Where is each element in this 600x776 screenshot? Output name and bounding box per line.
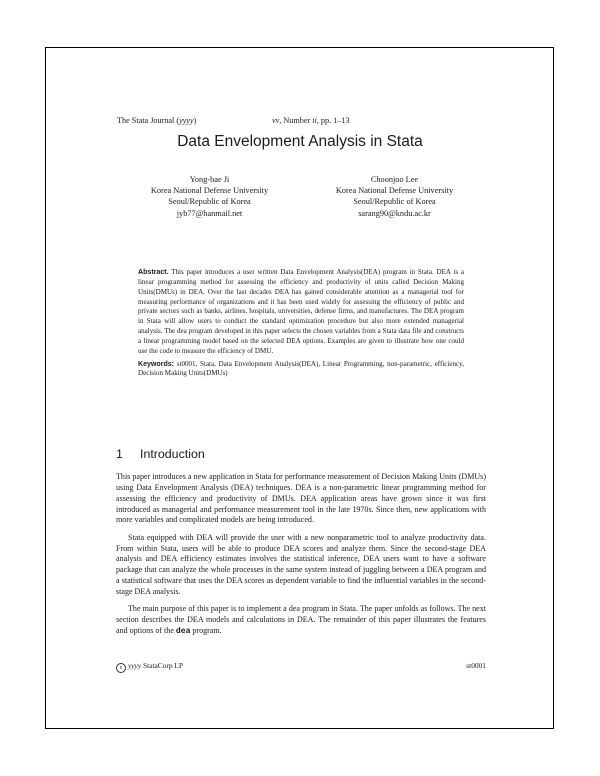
- author-email: jyb77@hanmail.net: [176, 208, 243, 218]
- code-dea: dea: [175, 626, 191, 636]
- section-title: Introduction: [140, 447, 205, 461]
- copyright: c yyyy StataCorp LP: [116, 661, 183, 673]
- article-code: st0001: [466, 661, 486, 670]
- author-affiliation: Korea National Defense University: [335, 186, 454, 196]
- author-affiliation: Korea National Defense University: [150, 186, 269, 196]
- section-heading: [116, 446, 486, 462]
- author-location: Seoul/Republic of Korea: [353, 197, 436, 207]
- paragraph: The main purpose of this paper is to implement a dea program in Stata. The paper unfolds as follows. The next section describes the DEA models and calculations in DEA. The remainder of this paper illustrates the features and options of the dea program.: [116, 604, 486, 636]
- abstract-body: [138, 268, 464, 357]
- journal-volume: vv, Number ii, pp. 1–13: [272, 116, 350, 125]
- journal-name: The Stata Journal (yyyy): [117, 116, 197, 125]
- section-body: [116, 472, 486, 644]
- abstract-label: Abstract.: [138, 269, 169, 276]
- abstract-text: This paper introduces a user written Data Envelopment Analysis(DEA) program in Stata. DEA is a linear programming method for assessing the efficiency and productivity of units called Decision Making Units(DMUs) in DEA. Over the last decades DEA has gained considerable attention as a managerial tool for measuring performance of organizations and it has been used widely for assessing the efficiency of public and private sectors such as banks, airlines, hospitals, universities, defense firms, and manufactures. The DEA program in Stata will allow users to conduct the standard optimization procedure but also more extended managerial analysis. The dea program developed in this paper selects the chosen variables from a Stata data file and constructs a linear programming model based on the selected DEA options. Examples are given to illustrate how one could use the code to measure the efficiency of DMU.: [138, 268, 464, 355]
- author-1: [117, 174, 302, 219]
- copyright-icon: c: [116, 663, 126, 673]
- keywords-text: st0001, Stata, Data Envelopment Analysis(DEA), Linear Programming, non-parametric, efficiency, Decision Making Units(DMUs): [138, 359, 464, 378]
- author-name: Yong-bae Ji: [189, 175, 230, 184]
- abstract: [138, 268, 464, 379]
- author-location: Seoul/Republic of Korea: [168, 197, 251, 207]
- paragraph: This paper introduces a new application in Stata for performance measurement of Decision Making Units (DMUs) using Data Envelopment Analysis (DEA) techniques. DEA is a non-parametric linear programming method for assessing the efficiency and productivity of DMUs. DEA application areas have grown since it was first introduced as managerial and performance measurement tool in the late 1970s. Since then, new applications with more variables and complicated models are being introduced.: [116, 472, 486, 525]
- author-2: [302, 174, 487, 219]
- keywords-label: Keywords:: [138, 360, 175, 368]
- author-name: Choonjoo Lee: [370, 175, 419, 184]
- author-block: [117, 174, 487, 219]
- keywords: [138, 360, 464, 380]
- paper-title: Data Envelopment Analysis in Stata: [177, 133, 423, 150]
- author-email: sarang90@kndu.ac.kr: [358, 208, 431, 218]
- paragraph: Stata equipped with DEA will provide the user with a new nonparametric tool to analyze productivity data. From within Stata, users will be able to produce DEA scores and analyze them. Since the second-stage DEA analysis and DEA efficiency estimates involves the statistical inference, DEA users want to have a software package that can analyze the whole processes in the same system instead of juggling between a DEA program and a statistical software that uses the DEA scores as dependent variable to find the influential variables in the second-stage DEA analysis.: [116, 532, 486, 596]
- section-number: 1: [116, 447, 123, 461]
